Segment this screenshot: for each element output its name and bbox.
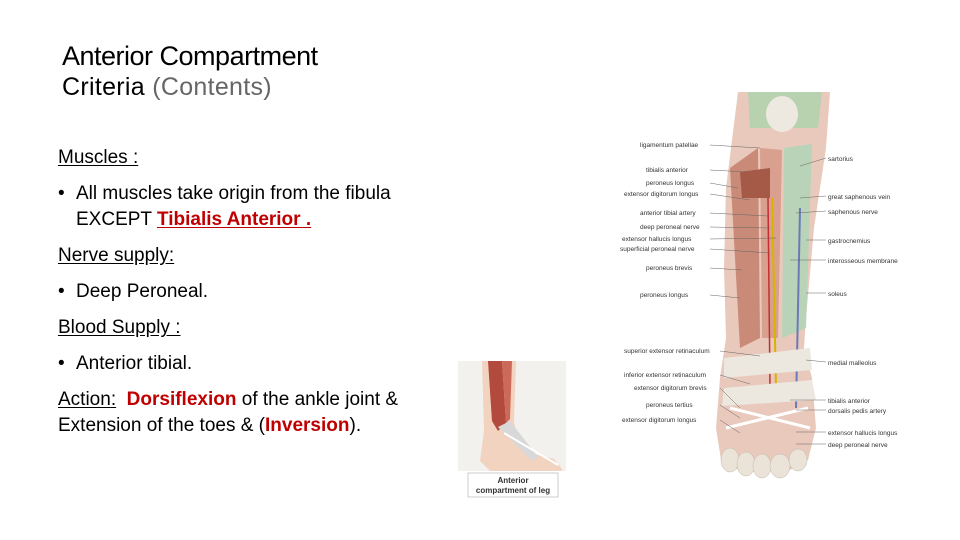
- leg-label-left: tibialis anterior: [646, 167, 688, 174]
- action-text-3: ).: [349, 415, 362, 436]
- leg-label-right: medial malleolus: [828, 360, 877, 367]
- action-highlight-inversion: Inversion: [265, 415, 350, 436]
- leg-label-right: soleus: [828, 291, 847, 298]
- leg-label-right: gastrocnemius: [828, 238, 871, 245]
- leg-label-right: interosseous membrane: [828, 258, 898, 265]
- except-text: EXCEPT: [76, 209, 152, 230]
- blood-bullet: [58, 352, 192, 376]
- leg-label-left: peroneus tertius: [646, 402, 693, 409]
- blood-heading-line: [58, 316, 181, 340]
- leg-label-left: extensor digitorum brevis: [634, 385, 707, 392]
- muscles-bullet: [58, 182, 391, 206]
- action-highlight-dorsiflexion: Dorsiflexion: [126, 389, 237, 410]
- nerve-bullet-text: Deep Peroneal.: [76, 281, 209, 302]
- title-block: [62, 40, 318, 102]
- action-text-1: of the ankle joint &: [236, 389, 399, 410]
- bullet-icon: •: [58, 353, 65, 374]
- leg-label-right: dorsalis pedis artery: [828, 408, 887, 415]
- muscles-except-line: [76, 208, 311, 232]
- leg-label-right: great saphenous vein: [828, 194, 891, 201]
- leg-label-left: extensor hallucis longus: [622, 236, 692, 243]
- nerve-heading: Nerve supply:: [58, 245, 175, 266]
- leg-anatomy-diagram: [600, 88, 920, 490]
- leg-label-right: saphenous nerve: [828, 209, 878, 216]
- bullet-icon: •: [58, 183, 65, 204]
- blood-bullet-text: Anterior tibial.: [76, 353, 193, 374]
- blood-heading: Blood Supply :: [58, 317, 181, 338]
- leg-label-left: peroneus longus: [640, 292, 689, 299]
- action-heading: Action:: [58, 389, 117, 410]
- leg-label-left: anterior tibial artery: [640, 210, 696, 217]
- leg-label-right: deep peroneal nerve: [828, 442, 888, 449]
- bullet-icon: •: [58, 281, 65, 302]
- leg-label-left: ligamentum patellae: [640, 142, 699, 149]
- ankle-caption-2: compartment of leg: [475, 486, 551, 495]
- nerve-bullet: [58, 280, 208, 304]
- slide-subtitle: [62, 72, 318, 102]
- leg-label-right: tibialis anterior: [828, 398, 870, 405]
- slide-title: Anterior Compartment: [62, 41, 318, 71]
- leg-label-left: extensor digitorum longus: [624, 191, 699, 198]
- leg-label-left: peroneus brevis: [646, 265, 693, 272]
- action-line-1: [58, 388, 398, 412]
- action-line-2: [58, 414, 361, 438]
- leg-label-left: deep peroneal nerve: [640, 224, 700, 231]
- leg-label-right: sartorius: [828, 156, 853, 163]
- leg-label-left: peroneus longus: [646, 180, 695, 187]
- muscles-bullet-text: All muscles take origin from the fibula: [76, 183, 391, 204]
- action-text-2: Extension of the toes & (: [58, 415, 266, 436]
- leg-label-left: superior extensor retinaculum: [624, 348, 710, 355]
- except-highlight: Tibialis Anterior .: [156, 209, 312, 230]
- muscles-heading: Muscles :: [58, 147, 139, 168]
- leg-label-left: extensor digitorum longus: [622, 417, 697, 424]
- leg-label-left: superficial peroneal nerve: [620, 246, 695, 253]
- ankle-anatomy-image: [458, 361, 566, 499]
- leg-label-right: extensor hallucis longus: [828, 430, 898, 437]
- leg-label-left: inferior extensor retinaculum: [624, 372, 707, 379]
- ankle-caption-1: Anterior: [497, 476, 529, 485]
- subtitle-paren: (Contents): [152, 73, 272, 101]
- subtitle-main: Criteria: [62, 73, 145, 101]
